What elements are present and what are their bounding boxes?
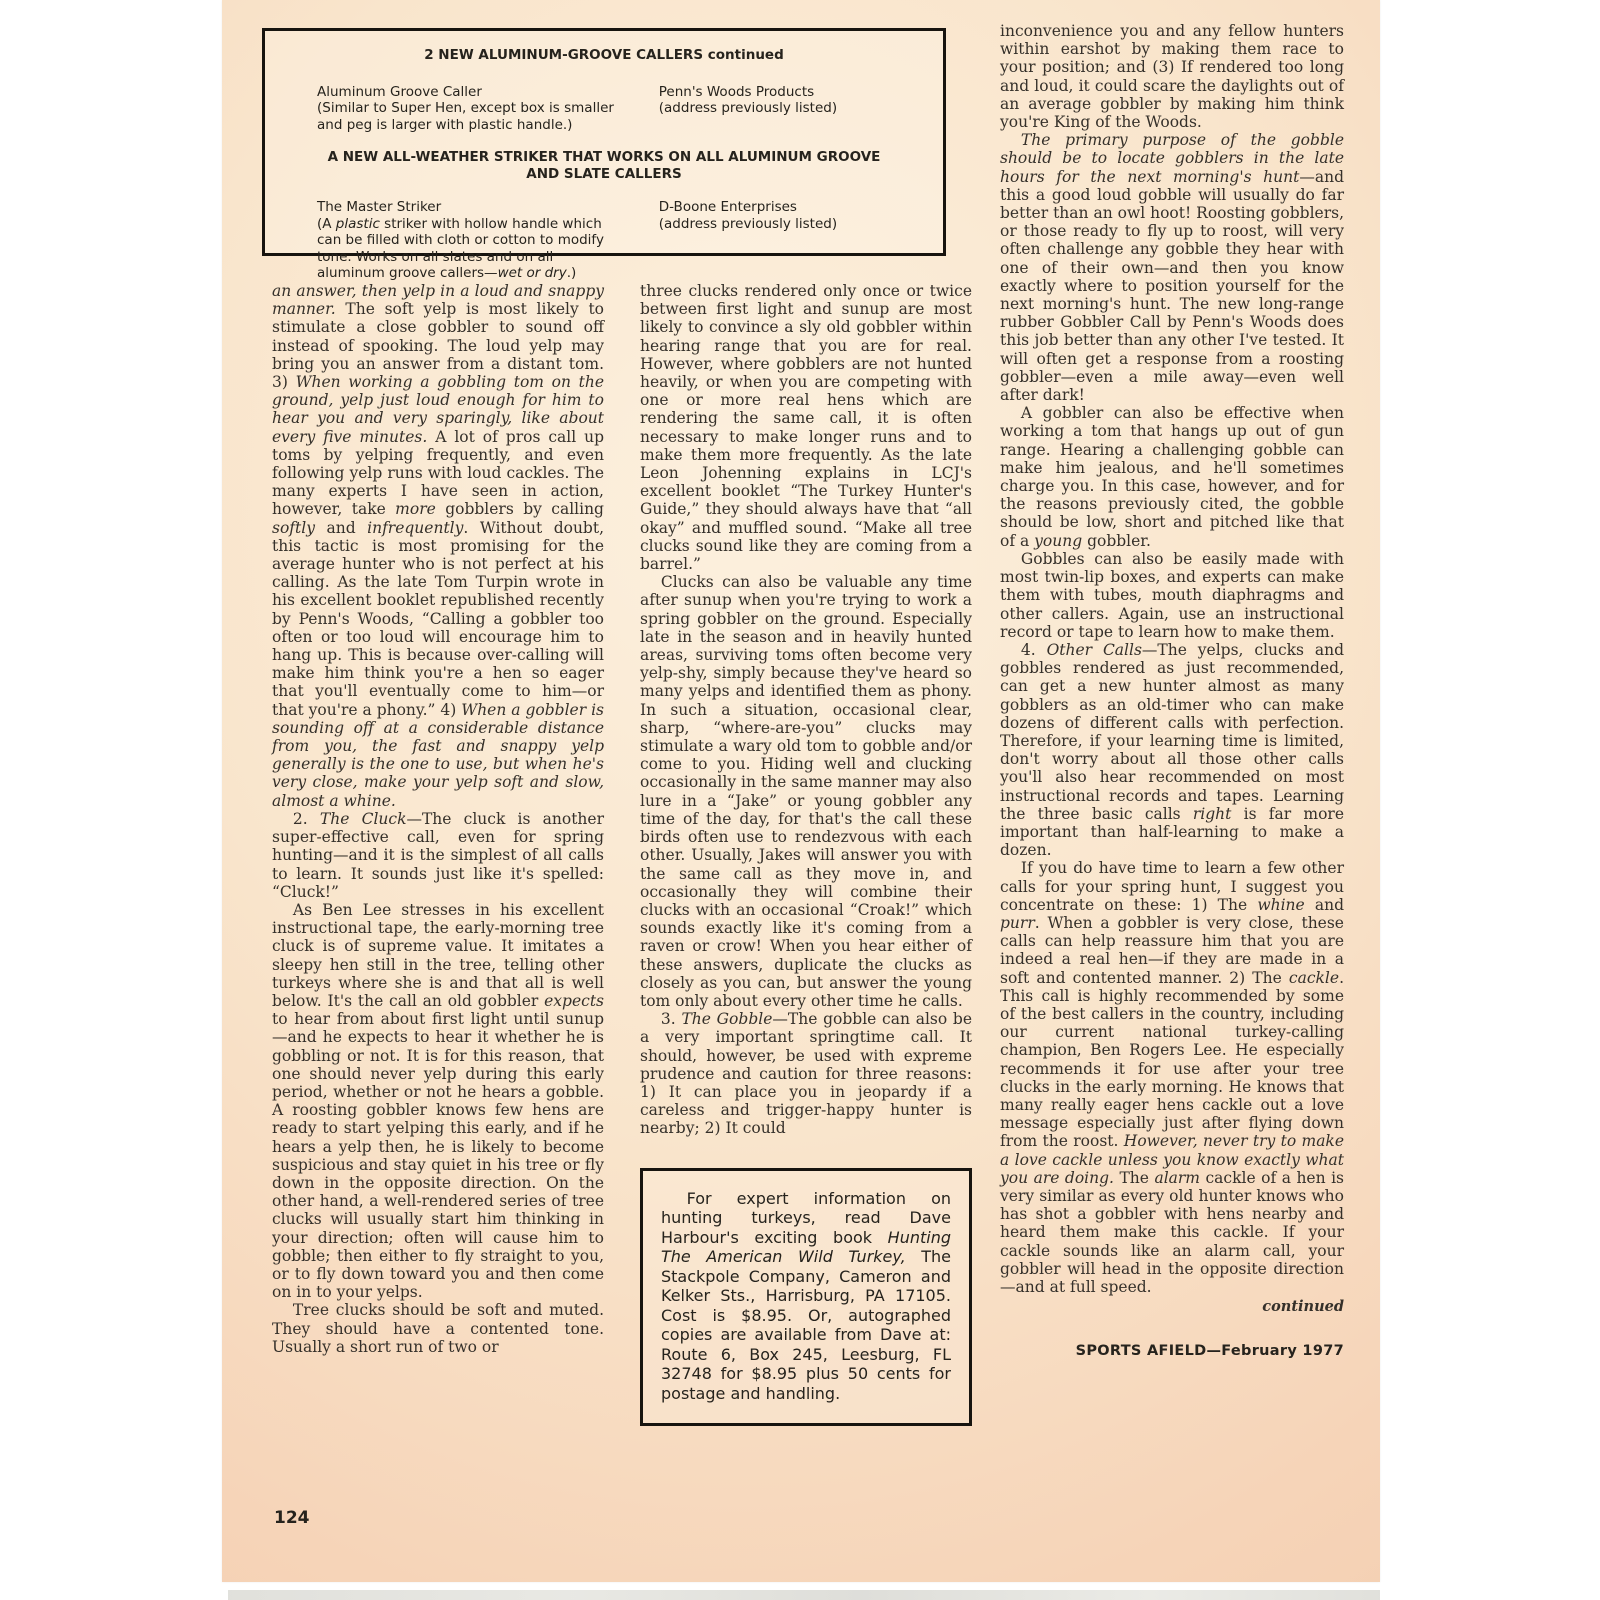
- article-column-2: [640, 282, 972, 1426]
- paragraph: inconvenience you and any fellow hunters within earshot by making them race to your position; and (3) If rendered too long and loud, it could scare the daylights out of an average gobbler by making him think you're King of the Woods.: [1000, 22, 1344, 132]
- paragraph: If you do have time to learn a few other calls for your spring hunt, I suggest you concentrate on these: 1) The whine and purr. When a gobbler is very close, these calls can help reassure him that you are indeed a real hen—if they are made in a soft and contented manner. 2) The cackle. This call is highly recommended by some of the best callers in the country, including our current national turkey-calling champion, Ben Rogers Lee. He especially recommends it for use after your tree clucks in the early morning. He knows that many really eager hens cackle out a love message especially just after flying down from the roost. However, never try to make a love cackle unless you know exactly what you are doing. The alarm cackle of a hen is very similar as every old hunter knows who has shot a gobbler with hens nearby and heard them make this cackle. If your cackle sounds like an alarm call, your gobbler will head in the opposite direction—and at full speed.: [1000, 859, 1344, 1297]
- product-description: Aluminum Groove Caller (Similar to Super Hen, except box is smaller and peg is larger with plastic handle.): [317, 83, 614, 133]
- supplier-info: D-Boone Enterprises (address previously listed): [658, 199, 838, 232]
- supplier-info: Penn's Woods Products (address previously listed): [658, 83, 838, 116]
- page-number: 124: [274, 1508, 310, 1528]
- book-promo-box: [640, 1168, 972, 1427]
- paragraph: Clucks can also be valuable any time after sunup when you're trying to work a spring gobbler on the ground. Especially late in the season and in heavily hunted areas, surviving toms often become very yelp-shy, simply because they've heard so many yelps and identified them as phony. In such a situation, occasional clear, sharp, “where-are-you” clucks may stimulate a wary old tom to gobble and/or come to you. Hiding well and clucking occasionally in the same manner may also lure in a “Jake” or young gobbler any time of the day, for that's the call these birds often use to rendezvous with each other. Usually, Jakes will answer you with the same call as they move in, and occasionally they will combine their clucks with an occasional “Croak!” which sounds exactly like it's coming from a raven or crow! When you hear either of these answers, duplicate the clucks as closely as you can, but answer the young tom only about every other time he calls.: [640, 573, 972, 1010]
- article-column-1: [272, 282, 604, 1356]
- paragraph: A gobbler can also be effective when working a tom that hangs up out of gun range. Hearing a challenging gobble can make him jealous, and he'll sometimes charge you. In this case, however, and for the reasons previously cited, the gobble should be low, short and pitched like that of a young gobbler.: [1000, 404, 1344, 550]
- magazine-page: [222, 0, 1380, 1582]
- scan-edge-strip: [228, 1590, 1380, 1600]
- paragraph: Tree clucks should be soft and muted. They should have a contented tone. Usually a short run of two or: [272, 1301, 604, 1356]
- book-promo-text: For expert information on hunting turkeys, read Dave Harbour's exciting book Hunting The American Wild Turkey, The Stackpole Company, Cameron and Kelker Sts., Harrisburg, PA 17105. Cost is $8.95. Or, autographed copies are available from Dave at: Route 6, Box 245, Leesburg, FL 32748 for $8.95 plus 50 cents for postage and handling.: [661, 1188, 952, 1403]
- continued-note: continued: [1262, 1298, 1344, 1316]
- paragraph: 2. The Cluck—The cluck is another super-effective call, even for spring hunting—and it is the simplest of all calls to learn. It sounds just like it's spelled: “Cluck!”: [272, 809, 604, 901]
- callers-box-title: 2 NEW ALUMINUM-GROOVE CALLERS continued: [424, 47, 784, 63]
- column-3-text: [1000, 22, 1344, 1296]
- paragraph: an answer, then yelp in a loud and snappy manner. The soft yelp is most likely to stimulate a close gobbler to sound off instead of spooking. The loud yelp may bring you an answer from a distant tom. 3) When working a gobbling tom on the ground, yelp just loud enough for him to hear you and very sparingly, like about every five minutes. A lot of pros call up toms by yelping frequently, and even following yelp runs with loud cackles. The many experts I have seen in action, however, take more gobblers by calling softly and infrequently. Without doubt, this tactic is most promising for the average hunter who is not perfect at his calling. As the late Tom Turpin wrote in his excellent booklet republished recently by Penn's Woods, “Calling a gobbler too often or too loud will encourage him to hang up. This is because over-calling will make him think you're a hen so eager that you'll eventually come to him—or that you're a phony.” 4) When a gobbler is sounding off at a considerable distance from you, the fast and snappy yelp generally is the one to use, but when he's very close, make your yelp soft and slow, almost a whine.: [272, 282, 605, 810]
- column-1-text: [272, 282, 604, 1356]
- paragraph: As Ben Lee stresses in his excellent instructional tape, the early-morning tree cluck is of supreme value. It imitates a sleepy hen still in the tree, telling other turkeys where she is and that all is well below. It's the call an old gobbler expects to hear from about first light until sunup—and he expects to hear it whether he is gobbling or not. It is for this reason, that one should never yelp during this early period, whether or not he hears a gobble. A roosting gobbler knows few hens are ready to start yelping this early, and if he hears a yelp then, he is likely to become suspicious and stay quiet in his tree or fly down in the opposite direction. On the other hand, a well-rendered series of tree clucks will usually start him thinking in your direction; often will cause him to gobble; then either to fly straight to you, or to fly down toward you and then come on in to your yelps.: [272, 900, 604, 1302]
- product-row: [317, 84, 917, 134]
- paragraph: 4. Other Calls—The yelps, clucks and gobbles rendered as just recommended, can get a new hunter almost as many gobblers as an old-timer who can make dozens of different calls with perfection. Therefore, if your learning time is limited, don't worry about all those other calls you'll also hear recommended on most instructional records and tapes. Learning the three basic calls right is far more important than half-learning to make a dozen.: [1000, 640, 1344, 860]
- column-2-text: [640, 282, 972, 1138]
- callers-info-box: [262, 28, 946, 281]
- magazine-credit: SPORTS AFIELD—February 1977: [1075, 1343, 1344, 1360]
- striker-box-subtitle: A NEW ALL-WEATHER STRIKER THAT WORKS ON ALL ALUMINUM GROOVE AND SLATE CALLERS: [327, 149, 881, 182]
- paragraph: 3. The Gobble—The gobble can also be a very important springtime call. It should, however, be used with expreme prudence and caution for three reasons: 1) It can place you in jeopardy if a careless and trigger-happy hunter is nearby; 2) It could: [640, 1010, 973, 1138]
- paragraph: The primary purpose of the gobble should be to locate gobblers in the late hours for the next morning's hunt—and this a good loud gobble will usually do far better than an owl hoot! Roosting gobblers, or those ready to fly up to roost, will very often challenge any gobble they hear with one of their own—and then you know exactly where to position yourself for the next morning's hunt. The new long-range rubber Gobbler Call by Penn's Woods does this job better than any other I've tested. It will often get a response from a roosting gobbler—even a mile away—even well after dark!: [1000, 131, 1344, 405]
- product-description: The Master Striker (A plastic striker with hollow handle which can be filled with cloth or cotton to modify tone. Works on all slates and on all aluminum groove callers—wet or dry.): [317, 199, 604, 281]
- article-column-3: [1000, 22, 1344, 1361]
- paragraph: Gobbles can also be easily made with most twin-lip boxes, and experts can make them with tubes, mouth diaphragms and other callers. Again, use an instructional record or tape to learn how to make them.: [1000, 549, 1344, 641]
- product-row: [317, 199, 917, 282]
- paragraph: three clucks rendered only once or twice between first light and sunup are most likely to convince a sly old gobbler within hearing range that you are for real. However, where gobblers are not hunted heavily, or when you are competing with one or more real hens which are rendering the same call, it is often necessary to make longer runs and to make them more frequently. As the late Leon Johenning explains in LCJ's excellent booklet “The Turkey Hunter's Guide,” they should always have that “all okay” and muffled sound. “Make all tree clucks sound like they are coming from a barrel.”: [640, 282, 972, 574]
